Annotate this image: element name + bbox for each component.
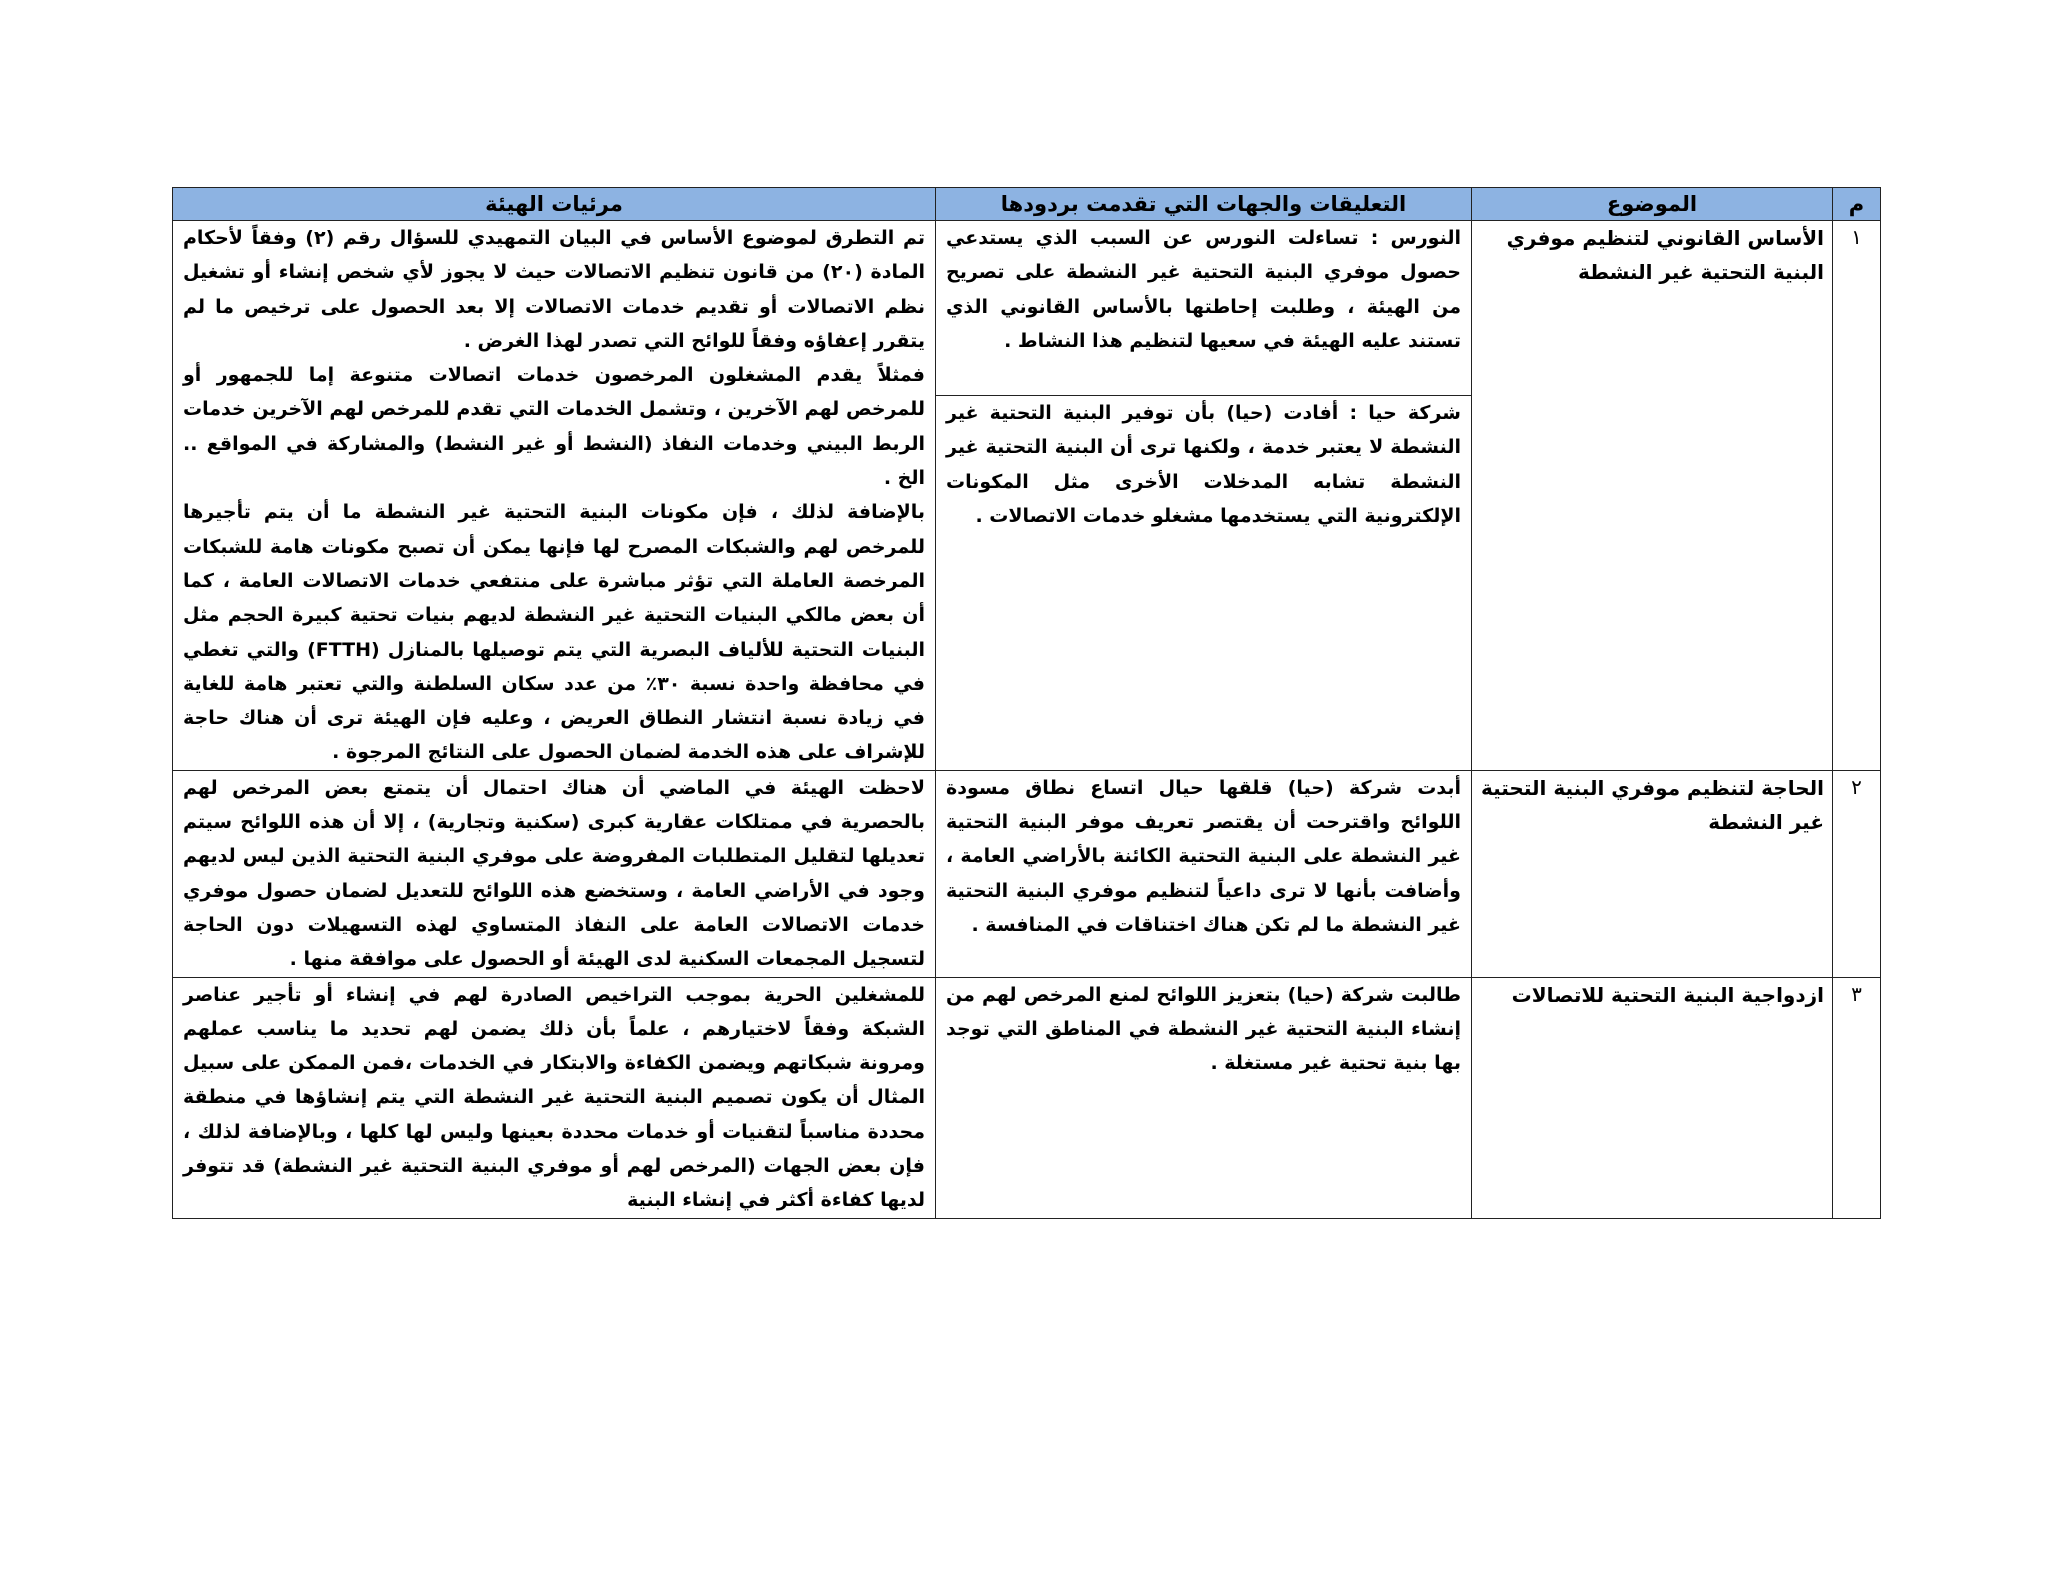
row-number: ١ <box>1833 221 1881 771</box>
consultation-table <box>172 187 1881 1219</box>
table-row <box>173 977 1881 1218</box>
row-authority-views <box>173 770 936 977</box>
table-row <box>173 770 1881 977</box>
comment-entry <box>936 221 1471 395</box>
row-comments <box>936 221 1472 771</box>
row-comments <box>936 770 1472 977</box>
comment-entity: شركة حيا : <box>1349 402 1461 424</box>
comment-text: أفادت (حيا) بأن توفير البنية التحتية غير النشطة لا يعتبر خدمة ، ولكنها ترى أن البنية التحتية غير النشطة تشابه المدخلات الأخرى مثل المكونات الإلكترونية التي يستخدمها مشغلو خدمات الاتصالات . <box>946 402 1461 527</box>
row-comments <box>936 977 1472 1218</box>
comment-text: تساءلت النورس عن السبب الذي يستدعي حصول موفري البنية التحتية غير النشطة على تصريح من الهيئة ، وطلبت إحاطتها بالأساس القانوني الذي تستند عليه الهيئة في سعيها لتنظيم هذا النشاط . <box>946 227 1461 352</box>
header-number: م <box>1833 188 1881 221</box>
view-paragraph: فمثلاً يقدم المشغلون المرخصون خدمات اتصالات متنوعة إما للجمهور أو للمرخص لهم الآخرين ، وتشمل الخدمات التي تقدم للمرخص لهم الآخرين خدمات الربط البيني وخدمات النفاذ (النشط أو غير النشط) والمشاركة في المواقع .. الخ . <box>183 364 925 490</box>
header-topic: الموضوع <box>1472 188 1833 221</box>
row-authority-views <box>173 977 936 1218</box>
comment-entity: النورس : <box>1370 227 1461 249</box>
comment-entry <box>936 395 1471 533</box>
comment-text: طالبت شركة (حيا) بتعزيز اللوائح لمنع المرخص لهم من إنشاء البنية التحتية غير النشطة في المناطق التي توجد بها بنية تحتية غير مستغلة . <box>946 983 1461 1075</box>
row-number: ٢ <box>1833 770 1881 977</box>
header-comments: التعليقات والجهات التي تقدمت بردودها <box>936 188 1472 221</box>
row-authority-views <box>173 221 936 771</box>
comment-text: أبدت شركة (حيا) قلقها حيال اتساع نطاق مسودة اللوائح واقترحت أن يقتصر تعريف موفر البنية التحتية غير النشطة على البنية التحتية الكائنة بالأراضي العامة ، وأضافت بأنها لا ترى داعياً لتنظيم موفري البنية التحتية غير النشطة ما لم تكن هناك اختناقات في المنافسة . <box>946 776 1461 936</box>
view-paragraph: للمشغلين الحرية بموجب التراخيص الصادرة لهم في إنشاء أو تأجير عناصر الشبكة وفقاً لاختيارهم ، علماً بأن ذلك يضمن لهم تحديد ما يناسب عملهم ومرونة شبكاتهم ويضمن الكفاءة والابتكار في الخدمات ،فمن الممكن على سبيل المثال أن يكون تصميم البنية التحتية غير النشطة التي يتم إنشاؤها في منطقة محددة مناسباً لتقنيات أو خدمات محددة بعينها وليس لها كلها ، وبالإضافة لذلك ، فإن بعض الجهات (المرخص لهم أو موفري البنية التحتية غير النشطة) قد تتوفر لديها كفاءة أكثر في إنشاء البنية <box>183 983 925 1212</box>
view-paragraph: لاحظت الهيئة في الماضي أن هناك احتمال أن يتمتع بعض المرخص لهم بالحصرية في ممتلكات عقارية كبرى (سكنية وتجارية) ، إلا أن هذه اللوائح سيتم تعديلها لتقليل المتطلبات المفروضة على موفري البنية التحتية الذين ليس لديهم وجود في الأراضي العامة ، وستخضع هذه اللوائح للتعديل لضمان حصول موفري خدمات الاتصالات العامة على النفاذ المتساوي لهذه التسهيلات دون الحاجة لتسجيل المجمعات السكنية لدى الهيئة أو الحصول على موافقة منها . <box>183 776 925 971</box>
row-topic: الأساس القانوني لتنظيم موفري البنية التحتية غير النشطة <box>1472 221 1833 771</box>
table-header-row <box>173 188 1881 221</box>
row-topic: الحاجة لتنظيم موفري البنية التحتية غير النشطة <box>1472 770 1833 977</box>
view-paragraph: تم التطرق لموضوع الأساس في البيان التمهيدي للسؤال رقم (٢) وفقاً لأحكام المادة (٢٠) من قانون تنظيم الاتصالات حيث لا يجوز لأي شخص إنشاء أو تشغيل نظم الاتصالات أو تقديم خدمات الاتصالات إلا بعد الحصول على ترخيص ما لم يتقرر إعفاؤه وفقاً للوائح التي تصدر لهذا الغرض . <box>183 227 925 352</box>
row-topic: ازدواجية البنية التحتية للاتصالات <box>1472 977 1833 1218</box>
view-paragraph: بالإضافة لذلك ، فإن مكونات البنية التحتية غير النشطة ما أن يتم تأجيرها للمرخص لهم والشبكات المصرح لها فإنها يمكن أن تصبح مكونات هامة للشبكات المرخصة العاملة التي تؤثر مباشرة على منتفعي خدمات الاتصالات العامة ، كما أن بعض مالكي البنيات التحتية غير النشطة لديهم بنيات تحتية كبيرة الحجم مثل البنيات التحتية للألياف البصرية التي يتم توصيلها بالمنازل (FTTH) والتي تغطي في محافظة واحدة نسبة ٣٠٪ من عدد سكان السلطنة والتي تعتبر هامة للغاية في زيادة نسبة انتشار النطاق العريض ، وعليه فإن الهيئة ترى أن هناك حاجة للإشراف على هذه الخدمة لضمان الحصول على النتائج المرجوة . <box>183 501 925 764</box>
header-authority-views: مرئيات الهيئة <box>173 188 936 221</box>
row-number: ٣ <box>1833 977 1881 1218</box>
table-row <box>173 221 1881 771</box>
